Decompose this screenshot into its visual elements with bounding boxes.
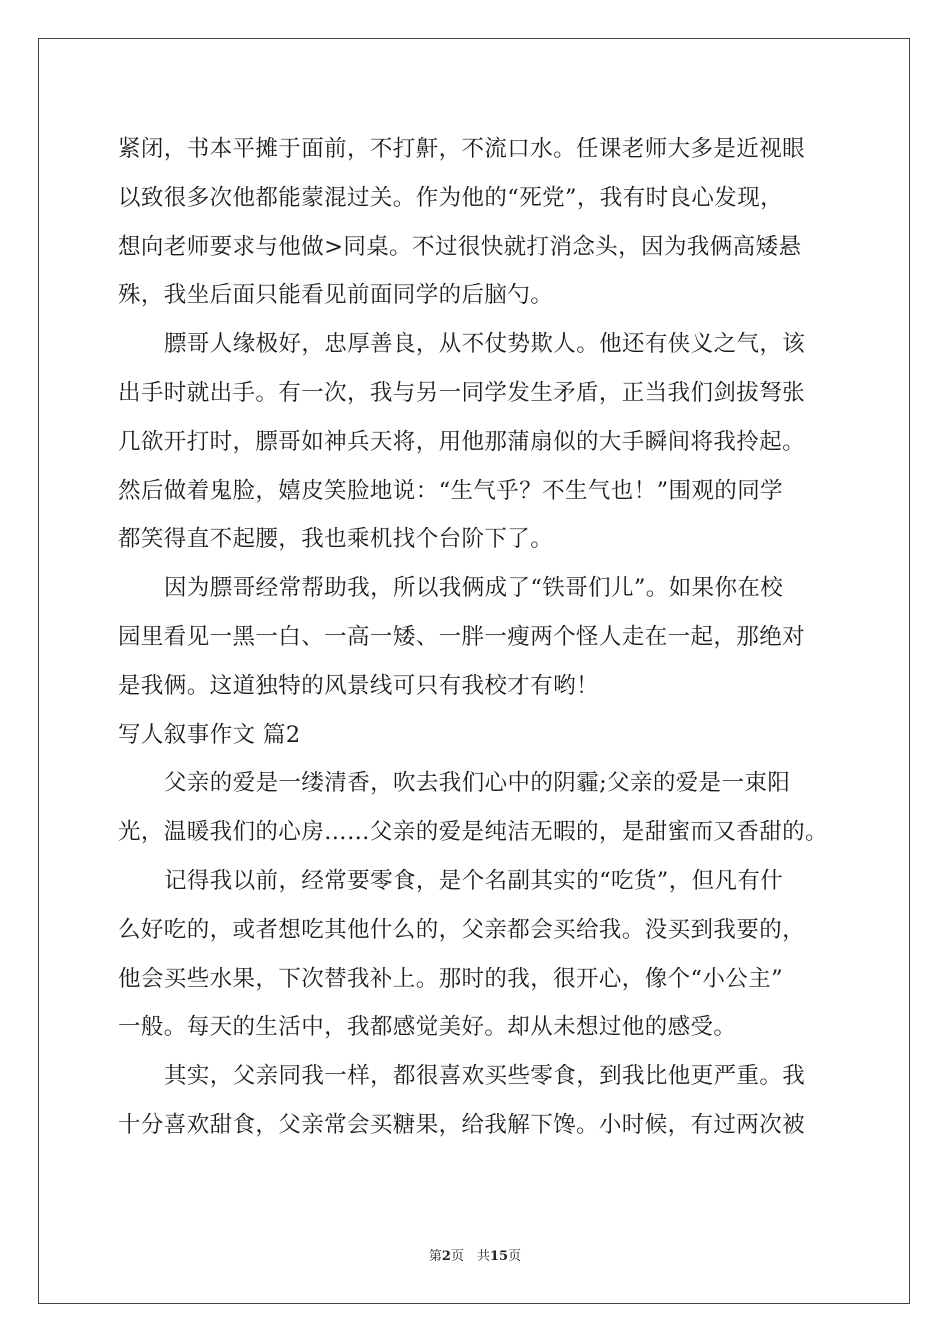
footer-suffix: 页 [508, 1249, 522, 1264]
text-line: 都笑得直不起腰，我也乘机找个台阶下了。 [118, 526, 554, 553]
text-line: 想向老师要求与他做>同桌。不过很快就打消念头，因为我俩高矮悬 [118, 233, 802, 260]
page-footer [0, 1245, 950, 1264]
text-line: 十分喜欢甜食，父亲常会买糖果，给我解下馋。小时候，有过两次被 [118, 1111, 806, 1138]
footer-current-page: 2 [441, 1249, 451, 1264]
text-line: 他会买些水果，下次替我补上。那时的我，很开心，像个“小公主” [118, 965, 784, 992]
text-line: 殊，我坐后面只能看见前面同学的后脑勺。 [118, 282, 554, 309]
text-line: 几欲开打时，膘哥如神兵天将，用他那蒲扇似的大手瞬间将我拎起。 [118, 428, 806, 455]
footer-total-pages: 15 [489, 1249, 509, 1264]
text-line: 膘哥人缘极好，忠厚善良，从不仗势欺人。他还有侠义之气，该 [164, 331, 806, 358]
text-line: 写人叙事作文 篇2 [118, 721, 301, 748]
text-line: 其实，父亲同我一样，都很喜欢买些零食，到我比他更严重。我 [164, 1063, 806, 1090]
text-line: 然后做着鬼脸，嬉皮笑脸地说：“生气乎？不生气也！”围观的同学 [118, 477, 784, 504]
text-line: 光，温暖我们的心房……父亲的爱是纯洁无暇的，是甜蜜而又香甜的。 [118, 819, 828, 846]
text-line: 出手时就出手。有一次，我与另一同学发生矛盾，正当我们剑拔弩张 [118, 379, 806, 406]
text-line: 记得我以前，经常要零食，是个名副其实的“吃货”，但凡有什 [164, 867, 784, 894]
text-line: 么好吃的，或者想吃其他什么的，父亲都会买给我。没买到我要的， [118, 916, 806, 943]
text-line: 以致很多次他都能蒙混过关。作为他的“死党”，我有时良心发现， [118, 184, 784, 211]
text-line: 紧闭，书本平摊于面前，不打鼾，不流口水。任课老师大多是近视眼 [118, 136, 806, 162]
text-line: 一般。每天的生活中，我都感觉美好。却从未想过他的感受。 [118, 1014, 737, 1041]
footer-prefix: 第 [428, 1249, 442, 1264]
text-line: 是我俩。这道独特的风景线可只有我校才有哟！ [118, 672, 599, 699]
document-body [118, 125, 838, 1150]
text-line: 园里看见一黑一白、一高一矮、一胖一瘦两个怪人走在一起，那绝对 [118, 623, 806, 650]
text-line: 父亲的爱是一缕清香，吹去我们心中的阴霾;父亲的爱是一束阳 [164, 770, 791, 797]
footer-mid: 页 共 [450, 1249, 490, 1264]
text-line: 因为膘哥经常帮助我，所以我俩成了“铁哥们儿”。如果你在校 [164, 575, 784, 602]
